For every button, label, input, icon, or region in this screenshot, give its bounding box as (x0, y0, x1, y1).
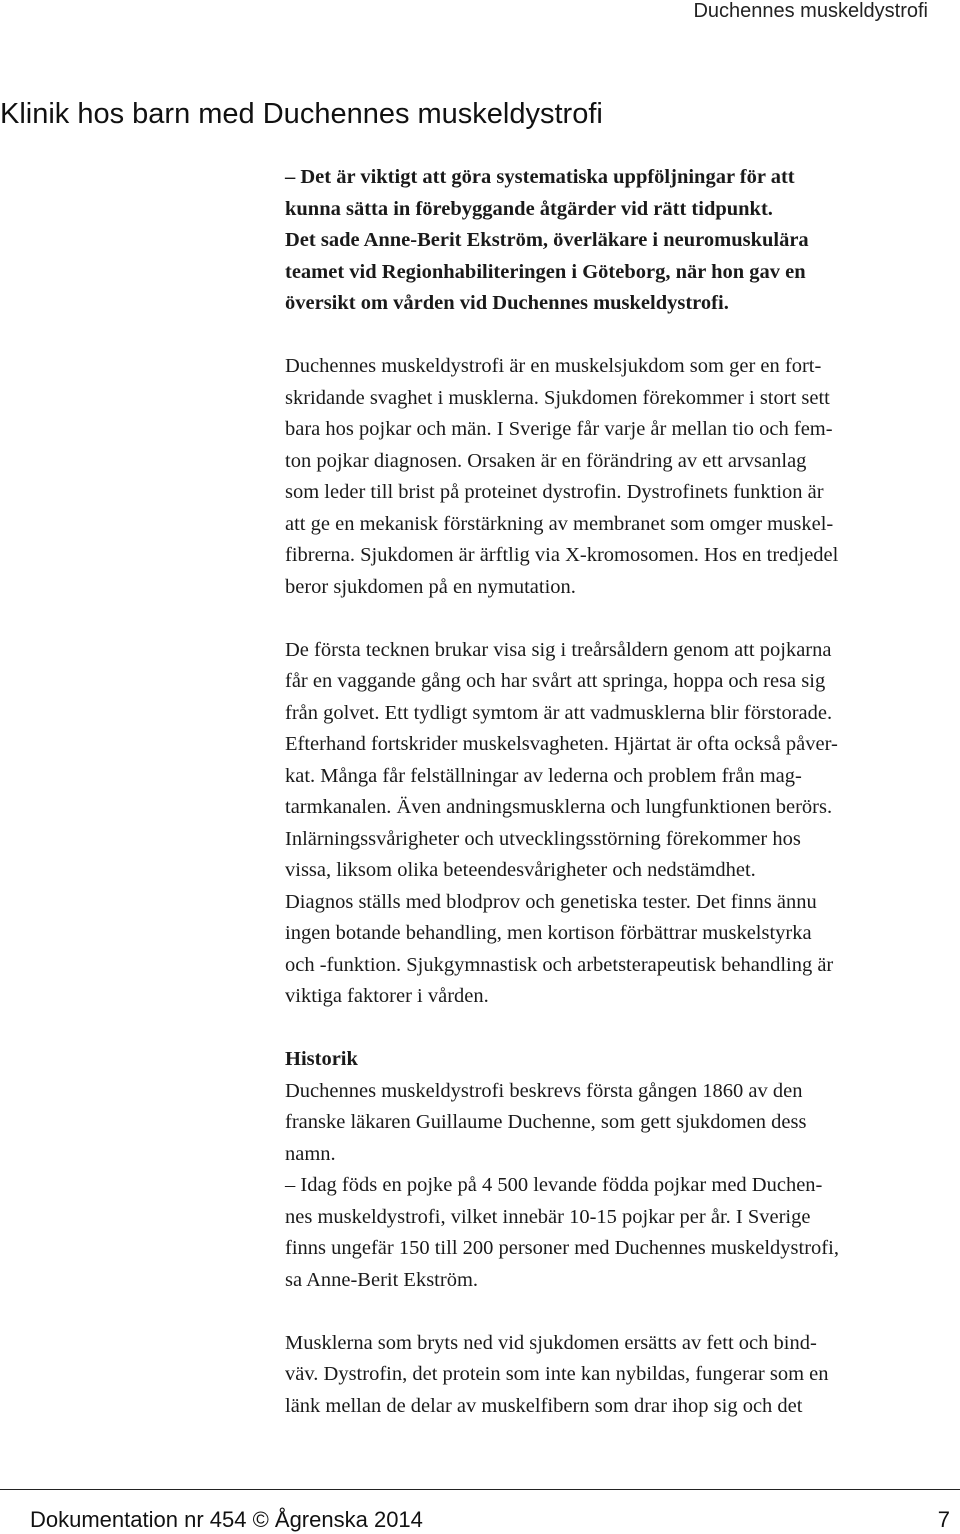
section-heading: Historik (285, 1048, 358, 1070)
lead-paragraph (285, 162, 935, 320)
text-line: länk mellan de delar av muskelfibern som drar ihop sig och det (285, 1394, 803, 1417)
paragraph-symptoms (285, 635, 935, 1013)
footer-citation: Dokumentation nr 454 © Ågrenska 2014 (30, 1507, 423, 1532)
article-body (285, 162, 935, 1422)
text-line: från golvet. Ett tydligt symtom är att vadmusklerna blir förstorade. (285, 701, 833, 724)
text-line: ingen botande behandling, men kortison förbättrar muskelstyrka (285, 922, 812, 944)
text-line: viktiga faktorer i vården. (285, 985, 489, 1007)
text-line: – Idag föds en pojke på 4 500 levande födda pojkar med Duchen- (285, 1174, 823, 1196)
text-line: Inlärningssvårigheter och utvecklingsstörning förekommer hos (285, 827, 801, 850)
text-line: Diagnos ställs med blodprov och genetiska tester. Det finns ännu (285, 890, 817, 913)
text-line: fibrerna. Sjukdomen är ärftlig via X-kromosomen. Hos en tredjedel (285, 544, 839, 566)
text-line: franske läkaren Guillaume Duchenne, som gett sjukdomen dess (285, 1111, 807, 1133)
text-line: Duchennes muskeldystrofi beskrevs första gången 1860 av den (285, 1079, 803, 1102)
page-number: 7 (937, 1507, 950, 1532)
text-line: beror sjukdomen på en nymutation. (285, 575, 576, 598)
text-line: De första tecknen brukar visa sig i treårsåldern genom att pojkarna (285, 638, 832, 661)
footer-divider (0, 1489, 960, 1490)
lead-line: teamet vid Regionhabiliteringen i Göteborg, när hon gav en (285, 260, 806, 283)
lead-line: – Det är viktigt att göra systematiska uppföljningar för att (285, 166, 795, 188)
text-line: Duchennes muskeldystrofi är en muskelsjukdom som ger en fort- (285, 355, 822, 377)
text-line: och -funktion. Sjukgymnastisk och arbetsterapeutisk behandling är (285, 953, 834, 976)
lead-line: kunna sätta in förebyggande åtgärder vid rätt tidpunkt. (285, 197, 773, 220)
running-header: Duchennes muskeldystrofi (693, 0, 928, 22)
text-line: namn. (285, 1142, 336, 1165)
paragraph-definition (285, 351, 935, 603)
text-line: som leder till brist på proteinet dystrofin. Dystrofinets funktion är (285, 481, 824, 503)
page-title: Klinik hos barn med Duchennes muskeldystrofi (0, 98, 603, 130)
text-line: nes muskeldystrofi, vilket innebär 10-15 pojkar per år. I Sverige (285, 1205, 811, 1228)
text-line: finns ungefär 150 till 200 personer med Duchennes muskeldystrofi, (285, 1237, 839, 1259)
text-line: kat. Många får felställningar av lederna och problem från mag- (285, 764, 802, 787)
text-line: skridande svaghet i musklerna. Sjukdomen förekommer i stort sett (285, 386, 830, 409)
text-line: att ge en mekanisk förstärkning av membranet som omger muskel- (285, 512, 834, 535)
text-line: Musklerna som bryts ned vid sjukdomen ersätts av fett och bind- (285, 1331, 817, 1354)
text-line: vissa, liksom olika beteendesvårigheter och nedstämdhet. (285, 859, 756, 881)
text-line: ton pojkar diagnosen. Orsaken är en förändring av ett arvsanlag (285, 449, 807, 472)
text-line: sa Anne-Berit Ekström. (285, 1268, 479, 1291)
paragraph-dystrofin (285, 1328, 935, 1423)
text-line: väv. Dystrofin, det protein som inte kan nybildas, fungerar som en (285, 1363, 829, 1385)
text-line: bara hos pojkar och män. I Sverige får varje år mellan tio och fem- (285, 418, 833, 440)
lead-line: Det sade Anne-Berit Ekström, överläkare i neuromuskulära (285, 229, 809, 251)
text-line: får en vaggande gång och har svårt att springa, hoppa och resa sig (285, 670, 826, 692)
text-line: tarmkanalen. Även andningsmusklerna och lungfunktionen berörs. (285, 796, 833, 818)
lead-line: översikt om vården vid Duchennes muskeldystrofi. (285, 292, 729, 314)
text-line: Efterhand fortskrider muskelsvagheten. Hjärtat är ofta också påver- (285, 733, 838, 755)
section-historik (285, 1044, 935, 1296)
